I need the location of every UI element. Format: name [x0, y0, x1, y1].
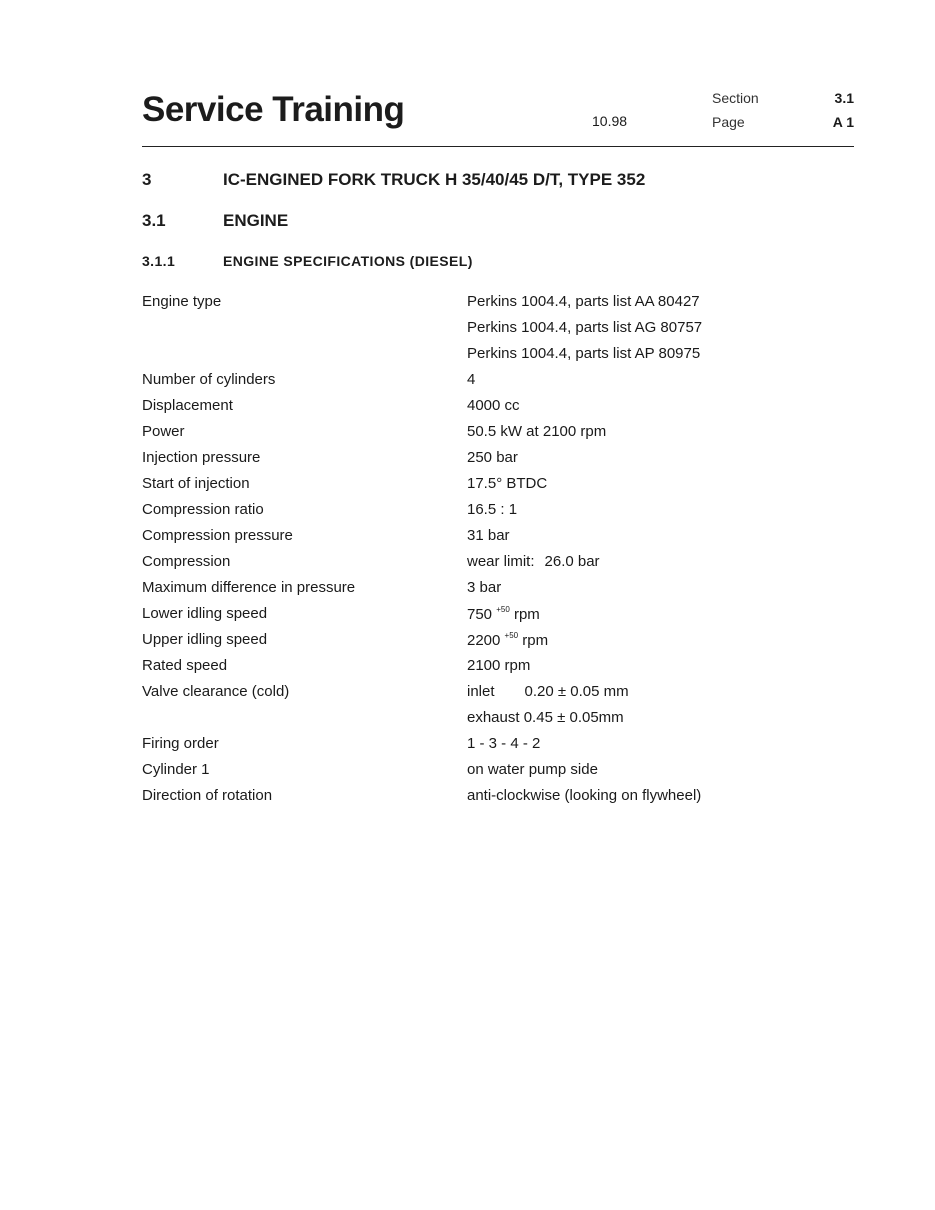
section-value: 3.1 [834, 90, 854, 106]
spec-value: 16.5 : 1 [467, 501, 518, 518]
spec-value: 17.5° BTDC [467, 475, 548, 492]
valve-inlet-value: 0.20 ± 0.05 mm [524, 683, 629, 700]
chapter-title: IC-ENGINED FORK TRUCK H 35/40/45 D/T, TYPE 352 [223, 170, 646, 189]
spec-row-max-difference [142, 579, 854, 605]
valve-inlet-label: inlet [467, 683, 495, 700]
spec-row-engine-type [142, 293, 854, 319]
brand-title: Service Training [142, 90, 405, 129]
spec-row-start-injection [142, 475, 854, 501]
chapter-number: 3 [142, 170, 152, 189]
spec-row-rated-speed [142, 657, 854, 683]
spec-row-compression-ratio [142, 501, 854, 527]
spec-row-upper-idle [142, 631, 854, 657]
lower-idle-tolerance: +50 [496, 605, 510, 614]
section-title: ENGINE [223, 211, 289, 230]
spec-label: Maximum difference in pressure [142, 579, 356, 596]
spec-row-rotation [142, 787, 854, 813]
section-number: 3.1 [142, 211, 166, 230]
lower-idle-number: 750 [467, 606, 493, 623]
spec-value: Perkins 1004.4, parts list AA 80427 [467, 293, 700, 310]
spec-value [467, 605, 540, 623]
spec-row-compression [142, 553, 854, 579]
spec-row-lower-idle [142, 605, 854, 631]
spec-label: Upper idling speed [142, 631, 268, 648]
spec-row-cylinder-1 [142, 761, 854, 787]
spec-value [467, 683, 629, 700]
spec-row-power [142, 423, 854, 449]
spec-value: Perkins 1004.4, parts list AP 80975 [467, 345, 701, 362]
spec-value: anti-clockwise (looking on flywheel) [467, 787, 702, 804]
upper-idle-unit: rpm [522, 632, 549, 649]
spec-row-engine-type-3 [142, 345, 854, 371]
lower-idle-unit: rpm [513, 606, 540, 623]
spec-label: Engine type [142, 293, 222, 310]
spec-row-injection-pressure [142, 449, 854, 475]
upper-idle-number: 2200 [467, 632, 501, 649]
wear-limit-label: wear limit: [467, 553, 535, 570]
spec-value: 3 bar [467, 579, 502, 596]
spec-value [467, 553, 600, 570]
spec-label: Start of injection [142, 475, 250, 492]
spec-label: Direction of rotation [142, 787, 273, 804]
spec-label: Cylinder 1 [142, 761, 210, 778]
spec-label: Compression ratio [142, 501, 264, 518]
page-label: Page [712, 114, 745, 130]
subsection-title: ENGINE SPECIFICATIONS (DIESEL) [223, 253, 473, 269]
spec-label: Compression pressure [142, 527, 293, 544]
spec-value: on water pump side [467, 761, 598, 778]
spec-value: 250 bar [467, 449, 518, 466]
spec-value [467, 709, 624, 726]
spec-label: Firing order [142, 735, 219, 752]
spec-label: Rated speed [142, 657, 228, 674]
spec-row-displacement [142, 397, 854, 423]
spec-label: Number of cylinders [142, 371, 276, 388]
spec-label: Displacement [142, 397, 233, 414]
spec-row-compression-pressure [142, 527, 854, 553]
spec-row-engine-type-2 [142, 319, 854, 345]
spec-row-cylinders [142, 371, 854, 397]
spec-value: 4000 cc [467, 397, 520, 414]
spec-value: 50.5 kW at 2100 rpm [467, 423, 607, 440]
spec-value: 2100 rpm [467, 657, 531, 674]
issue-date: 10.98 [592, 113, 628, 129]
spec-row-valve-inlet [142, 683, 854, 709]
spec-row-firing-order [142, 735, 854, 761]
subsection-number: 3.1.1 [142, 253, 176, 269]
spec-label: Injection pressure [142, 449, 261, 466]
spec-value: 1 - 3 - 4 - 2 [467, 735, 541, 752]
spec-table [142, 293, 854, 813]
page-value: A 1 [832, 114, 854, 130]
spec-value [467, 631, 548, 649]
spec-label: Compression [142, 553, 231, 570]
upper-idle-tolerance: +50 [504, 631, 519, 640]
section-label: Section [712, 90, 759, 106]
header-divider [142, 146, 854, 147]
wear-limit-value: 26.0 bar [544, 553, 600, 570]
spec-row-valve-exhaust [142, 709, 854, 735]
spec-label: Power [142, 423, 185, 440]
valve-exhaust-label: exhaust [467, 709, 520, 726]
spec-value: 31 bar [467, 527, 510, 544]
spec-label: Valve clearance (cold) [142, 683, 290, 700]
spec-value: 4 [467, 371, 476, 388]
spec-label: Lower idling speed [142, 605, 268, 622]
spec-value: Perkins 1004.4, parts list AG 80757 [467, 319, 703, 336]
valve-exhaust-value: 0.45 ± 0.05mm [523, 709, 624, 726]
